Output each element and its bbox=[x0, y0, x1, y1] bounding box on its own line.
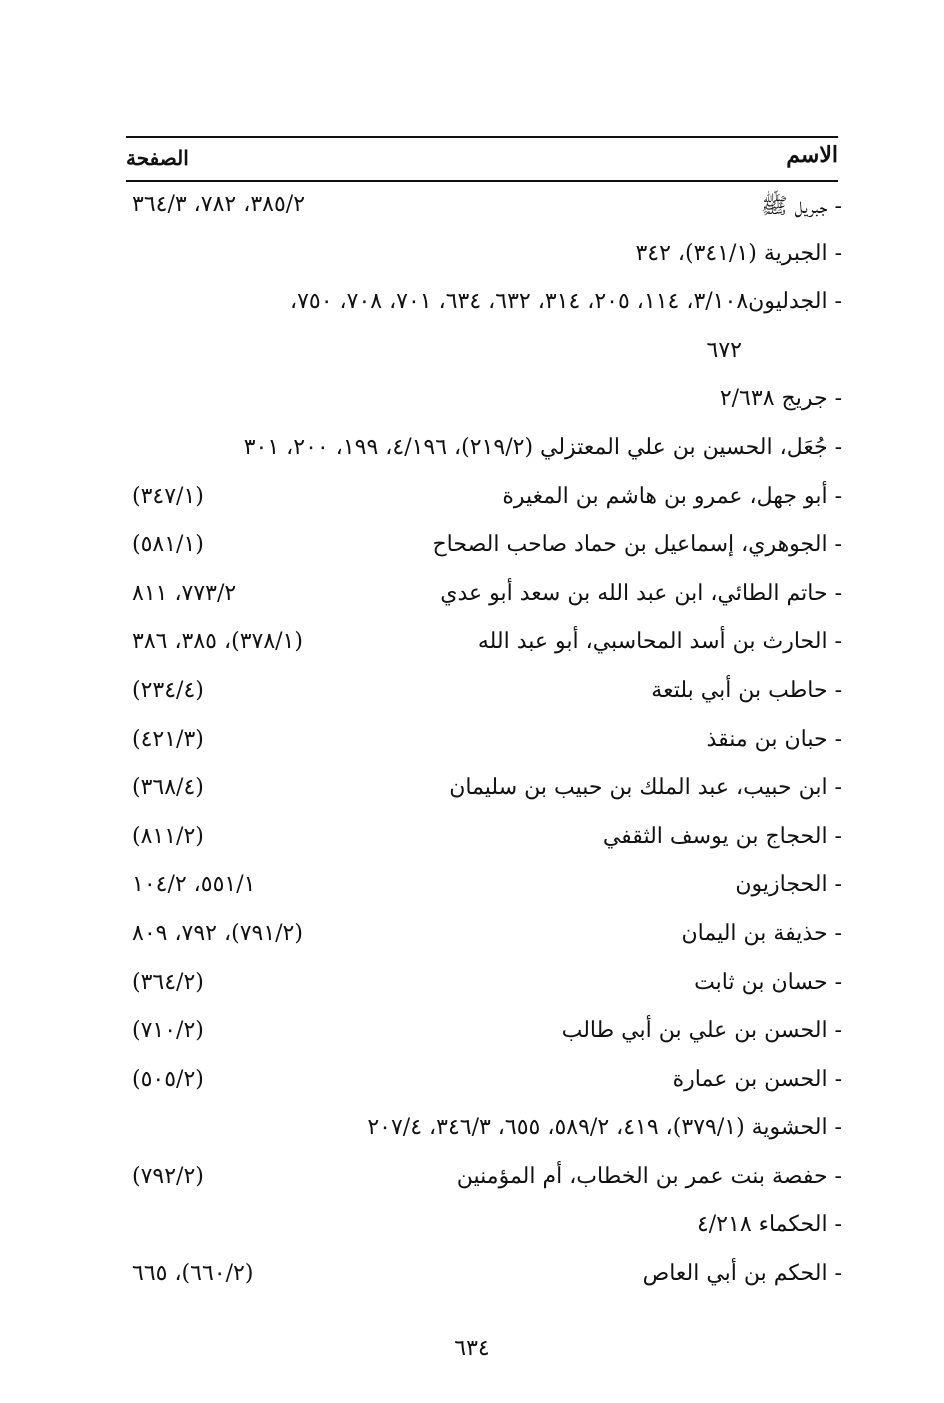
entry-name: ٦٧٢ bbox=[706, 337, 742, 363]
index-row bbox=[126, 721, 842, 770]
entry-name: - الحجازيون bbox=[735, 872, 842, 898]
entry-name: - الحجاج بن يوسف الثقفي bbox=[602, 823, 842, 849]
entry-name: - حذيفة بن اليمان bbox=[681, 920, 842, 946]
entry-pages: (٣٦٨/٤) bbox=[132, 775, 204, 801]
entry-pages: ٥٥١/١، ١٠٤/٢ bbox=[132, 872, 256, 898]
entry-pages: (٤٢١/٣) bbox=[132, 726, 204, 752]
entry-name: - ابن حبيب، عبد الملك بن حبيب بن سليمان bbox=[449, 775, 842, 801]
entry-pages: (٣٤٧/١) bbox=[132, 483, 204, 509]
index-row bbox=[126, 429, 842, 478]
index-row bbox=[126, 332, 842, 381]
entry-pages: (٣٦٤/٢) bbox=[132, 969, 204, 995]
entry-name: - الجبرية (٣٤١/١)، ٣٤٢ bbox=[635, 240, 842, 266]
entry-pages: (٢٣٤/٤) bbox=[132, 677, 204, 703]
index-row bbox=[126, 1012, 842, 1061]
entry-name: - حاتم الطائي، ابن عبد الله بن سعد أبو عدي bbox=[440, 580, 842, 606]
index-row bbox=[126, 478, 842, 527]
index-row bbox=[126, 526, 842, 575]
index-row bbox=[126, 915, 842, 964]
index-row bbox=[126, 964, 842, 1013]
entry-pages: (٥٠٥/٢) bbox=[132, 1066, 204, 1092]
entry-name: - جبريل ﷺ bbox=[761, 194, 842, 219]
index-row bbox=[126, 186, 842, 235]
entry-pages: (٥٨١/١) bbox=[132, 532, 204, 558]
entry-name: - حفصة بنت عمر بن الخطاب، أم المؤمنين bbox=[456, 1163, 842, 1189]
entry-name: - الحسن بن عمارة bbox=[672, 1066, 842, 1092]
entry-name: - الحكم بن أبي العاص bbox=[642, 1261, 842, 1287]
entry-name: - حبان بن منقذ bbox=[706, 726, 842, 752]
entry-name: - الجوهري، إسماعيل بن حماد صاحب الصحاح bbox=[432, 532, 842, 558]
index-row bbox=[126, 283, 842, 332]
index-row bbox=[126, 672, 842, 721]
entry-pages: (٣٧٨/١)، ٣٨٥، ٣٨٦ bbox=[132, 629, 303, 655]
index-row bbox=[126, 1255, 842, 1304]
entry-name: - جريج ٢/٦٣٨ bbox=[719, 386, 842, 412]
entry-pages: (٧٩٢/٢) bbox=[132, 1163, 204, 1189]
index-row bbox=[126, 1206, 842, 1255]
entry-name: - حسان بن ثابت bbox=[694, 969, 842, 995]
name-column-header: الاسم bbox=[786, 142, 838, 168]
index-row bbox=[126, 1109, 842, 1158]
index-row bbox=[126, 818, 842, 867]
index-row bbox=[126, 235, 842, 284]
entry-name: - الجدليون٣/١٠٨، ١١٤، ٢٠٥، ٣١٤، ٦٣٢، ٦٣٤، ٧٠١، ٧٠٨، ٧٥٠، bbox=[289, 289, 842, 315]
index-row bbox=[126, 1158, 842, 1207]
index-row bbox=[126, 866, 842, 915]
page-number: ٦٣٤ bbox=[454, 1336, 490, 1361]
entry-name: - الحسن بن علي بن أبي طالب bbox=[561, 1018, 842, 1044]
page-column-header: الصفحة bbox=[126, 146, 189, 170]
entry-pages: (٧١٠/٢) bbox=[132, 1018, 204, 1044]
index-entries bbox=[126, 186, 842, 1304]
entry-name: - الحارث بن أسد المحاسبي، أبو عبد الله bbox=[477, 629, 842, 655]
entry-pages: (٦٦٠/٢)، ٦٦٥ bbox=[132, 1261, 254, 1287]
entry-pages: ٧٧٣/٢، ٨١١ bbox=[132, 580, 237, 606]
index-row bbox=[126, 1061, 842, 1110]
entry-pages: ٣٨٥/٢، ٧٨٢، ٣٦٤/٣ bbox=[132, 192, 306, 217]
index-row bbox=[126, 575, 842, 624]
entry-pages: (٨١١/٢) bbox=[132, 823, 204, 849]
entry-name: - الحكماء ٤/٢١٨ bbox=[696, 1212, 842, 1238]
entry-name: - الحشوية (٣٧٩/١)، ٤١٩، ٥٨٩/٢، ٦٥٥، ٣٤٦/٣، ٢٠٧/٤ bbox=[367, 1115, 842, 1141]
entry-name: - جُعَل، الحسين بن علي المعتزلي (٢١٩/٢)، ٤/١٩٦، ١٩٩، ٢٠٠، ٣٠١ bbox=[243, 434, 842, 460]
index-row bbox=[126, 769, 842, 818]
index-row bbox=[126, 380, 842, 429]
entry-name: - حاطب بن أبي بلتعة bbox=[651, 677, 842, 703]
entry-name: - أبو جهل، عمرو بن هاشم بن المغيرة bbox=[502, 483, 842, 509]
table-header bbox=[126, 136, 838, 182]
entry-pages: (٧٩١/٢)، ٧٩٢، ٨٠٩ bbox=[132, 920, 303, 946]
index-row bbox=[126, 623, 842, 672]
